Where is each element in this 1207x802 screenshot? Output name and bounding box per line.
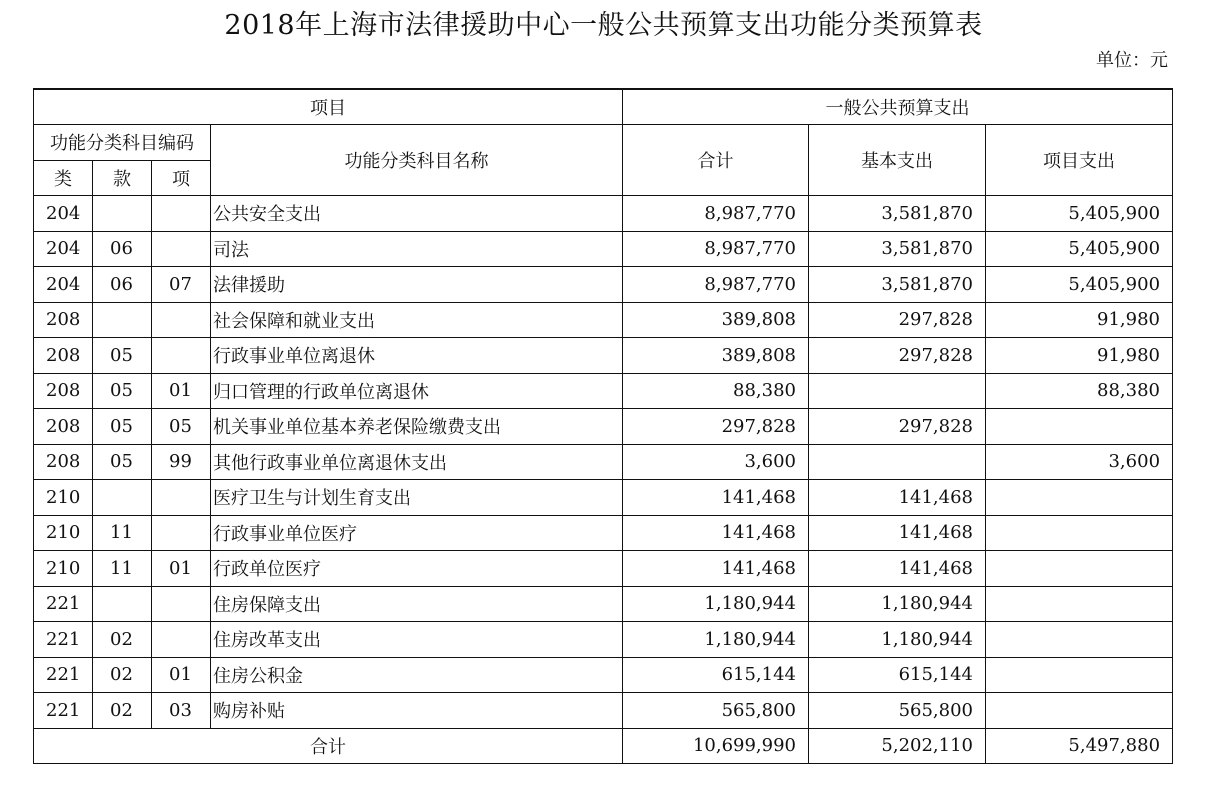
cell-project <box>986 515 1173 551</box>
cell-basic: 615,144 <box>809 657 986 693</box>
header-general-budget: 一般公共预算支出 <box>623 89 1173 125</box>
header-project: 项目 <box>34 89 623 125</box>
cell-total: 141,468 <box>623 480 809 516</box>
cell-total: 8,987,770 <box>623 196 809 232</box>
header-lei: 类 <box>34 160 93 196</box>
cell-basic <box>809 444 986 480</box>
cell-xiang <box>152 586 211 622</box>
cell-kuan: 05 <box>93 373 152 409</box>
header-xiang: 项 <box>152 160 211 196</box>
cell-kuan: 11 <box>93 515 152 551</box>
cell-xiang <box>152 196 211 232</box>
cell-basic: 297,828 <box>809 338 986 374</box>
table-row <box>34 302 1173 338</box>
cell-xiang: 01 <box>152 373 211 409</box>
table-row <box>34 586 1173 622</box>
table-row <box>34 196 1173 232</box>
cell-lei: 208 <box>34 373 93 409</box>
header-basic: 基本支出 <box>809 125 986 196</box>
total-label: 合计 <box>34 728 623 764</box>
cell-project: 5,405,900 <box>986 196 1173 232</box>
cell-name: 归口管理的行政单位离退休 <box>211 373 623 409</box>
cell-lei: 221 <box>34 693 93 729</box>
cell-project <box>986 622 1173 658</box>
cell-name: 社会保障和就业支出 <box>211 302 623 338</box>
table-row <box>34 444 1173 480</box>
cell-xiang: 03 <box>152 693 211 729</box>
cell-total: 389,808 <box>623 302 809 338</box>
cell-project: 88,380 <box>986 373 1173 409</box>
table-row <box>34 409 1173 445</box>
cell-basic: 297,828 <box>809 409 986 445</box>
table-row <box>34 480 1173 516</box>
table-row <box>34 338 1173 374</box>
cell-kuan <box>93 302 152 338</box>
cell-xiang <box>152 338 211 374</box>
cell-basic: 565,800 <box>809 693 986 729</box>
cell-project: 5,405,900 <box>986 267 1173 303</box>
cell-lei: 204 <box>34 196 93 232</box>
cell-xiang: 07 <box>152 267 211 303</box>
cell-kuan: 02 <box>93 693 152 729</box>
cell-name: 购房补贴 <box>211 693 623 729</box>
cell-lei: 210 <box>34 551 93 587</box>
table-row <box>34 622 1173 658</box>
cell-lei: 204 <box>34 267 93 303</box>
cell-name: 住房改革支出 <box>211 622 623 658</box>
cell-basic: 1,180,944 <box>809 622 986 658</box>
cell-total: 565,800 <box>623 693 809 729</box>
cell-total: 88,380 <box>623 373 809 409</box>
cell-total: 297,828 <box>623 409 809 445</box>
cell-project <box>986 551 1173 587</box>
cell-lei: 221 <box>34 657 93 693</box>
cell-kuan: 06 <box>93 267 152 303</box>
total-sum: 10,699,990 <box>623 728 809 764</box>
header-project-expense: 项目支出 <box>986 125 1173 196</box>
cell-total: 8,987,770 <box>623 267 809 303</box>
total-project: 5,497,880 <box>986 728 1173 764</box>
cell-name: 法律援助 <box>211 267 623 303</box>
cell-project: 91,980 <box>986 302 1173 338</box>
cell-xiang <box>152 480 211 516</box>
cell-kuan <box>93 480 152 516</box>
cell-basic: 3,581,870 <box>809 267 986 303</box>
cell-basic: 297,828 <box>809 302 986 338</box>
cell-kuan: 06 <box>93 231 152 267</box>
header-kuan: 款 <box>93 160 152 196</box>
cell-name: 住房公积金 <box>211 657 623 693</box>
cell-basic: 3,581,870 <box>809 231 986 267</box>
cell-project <box>986 657 1173 693</box>
cell-lei: 208 <box>34 302 93 338</box>
cell-lei: 204 <box>34 231 93 267</box>
cell-basic: 141,468 <box>809 515 986 551</box>
cell-project: 5,405,900 <box>986 231 1173 267</box>
cell-name: 住房保障支出 <box>211 586 623 622</box>
header-name: 功能分类科目名称 <box>211 125 623 196</box>
total-basic: 5,202,110 <box>809 728 986 764</box>
cell-kuan: 02 <box>93 622 152 658</box>
cell-kuan: 11 <box>93 551 152 587</box>
cell-xiang: 01 <box>152 657 211 693</box>
cell-xiang <box>152 515 211 551</box>
cell-name: 行政事业单位医疗 <box>211 515 623 551</box>
cell-lei: 208 <box>34 338 93 374</box>
table-row <box>34 231 1173 267</box>
cell-name: 其他行政事业单位离退休支出 <box>211 444 623 480</box>
cell-lei: 221 <box>34 622 93 658</box>
cell-name: 行政单位医疗 <box>211 551 623 587</box>
table-body <box>34 196 1173 729</box>
header-code-group: 功能分类科目编码 <box>34 125 211 161</box>
table-row <box>34 515 1173 551</box>
cell-total: 3,600 <box>623 444 809 480</box>
cell-kuan: 05 <box>93 338 152 374</box>
cell-kuan: 02 <box>93 657 152 693</box>
cell-project <box>986 480 1173 516</box>
cell-basic: 3,581,870 <box>809 196 986 232</box>
cell-project <box>986 586 1173 622</box>
table-row <box>34 267 1173 303</box>
cell-project <box>986 409 1173 445</box>
cell-total: 141,468 <box>623 551 809 587</box>
cell-total: 389,808 <box>623 338 809 374</box>
cell-lei: 208 <box>34 444 93 480</box>
budget-table <box>33 88 1173 764</box>
cell-xiang: 05 <box>152 409 211 445</box>
header-total: 合计 <box>623 125 809 196</box>
cell-name: 行政事业单位离退休 <box>211 338 623 374</box>
cell-basic: 141,468 <box>809 480 986 516</box>
cell-total: 141,468 <box>623 515 809 551</box>
cell-lei: 210 <box>34 515 93 551</box>
cell-name: 医疗卫生与计划生育支出 <box>211 480 623 516</box>
page-title: 2018年上海市法律援助中心一般公共预算支出功能分类预算表 <box>224 10 983 41</box>
table-row <box>34 551 1173 587</box>
cell-xiang <box>152 622 211 658</box>
cell-kuan <box>93 586 152 622</box>
cell-basic <box>809 373 986 409</box>
cell-project: 91,980 <box>986 338 1173 374</box>
cell-name: 公共安全支出 <box>211 196 623 232</box>
cell-project: 3,600 <box>986 444 1173 480</box>
cell-total: 1,180,944 <box>623 622 809 658</box>
table-row <box>34 693 1173 729</box>
cell-name: 司法 <box>211 231 623 267</box>
cell-total: 8,987,770 <box>623 231 809 267</box>
cell-xiang <box>152 302 211 338</box>
cell-lei: 221 <box>34 586 93 622</box>
cell-total: 1,180,944 <box>623 586 809 622</box>
cell-name: 机关事业单位基本养老保险缴费支出 <box>211 409 623 445</box>
cell-basic: 141,468 <box>809 551 986 587</box>
cell-xiang: 01 <box>152 551 211 587</box>
cell-xiang <box>152 231 211 267</box>
cell-lei: 208 <box>34 409 93 445</box>
cell-lei: 210 <box>34 480 93 516</box>
cell-kuan <box>93 196 152 232</box>
cell-kuan: 05 <box>93 409 152 445</box>
cell-kuan: 05 <box>93 444 152 480</box>
table-row <box>34 373 1173 409</box>
cell-project <box>986 693 1173 729</box>
unit-label: 单位：元 <box>1096 50 1168 71</box>
cell-basic: 1,180,944 <box>809 586 986 622</box>
table-total-row <box>34 728 1173 764</box>
cell-xiang: 99 <box>152 444 211 480</box>
cell-total: 615,144 <box>623 657 809 693</box>
table-row <box>34 657 1173 693</box>
